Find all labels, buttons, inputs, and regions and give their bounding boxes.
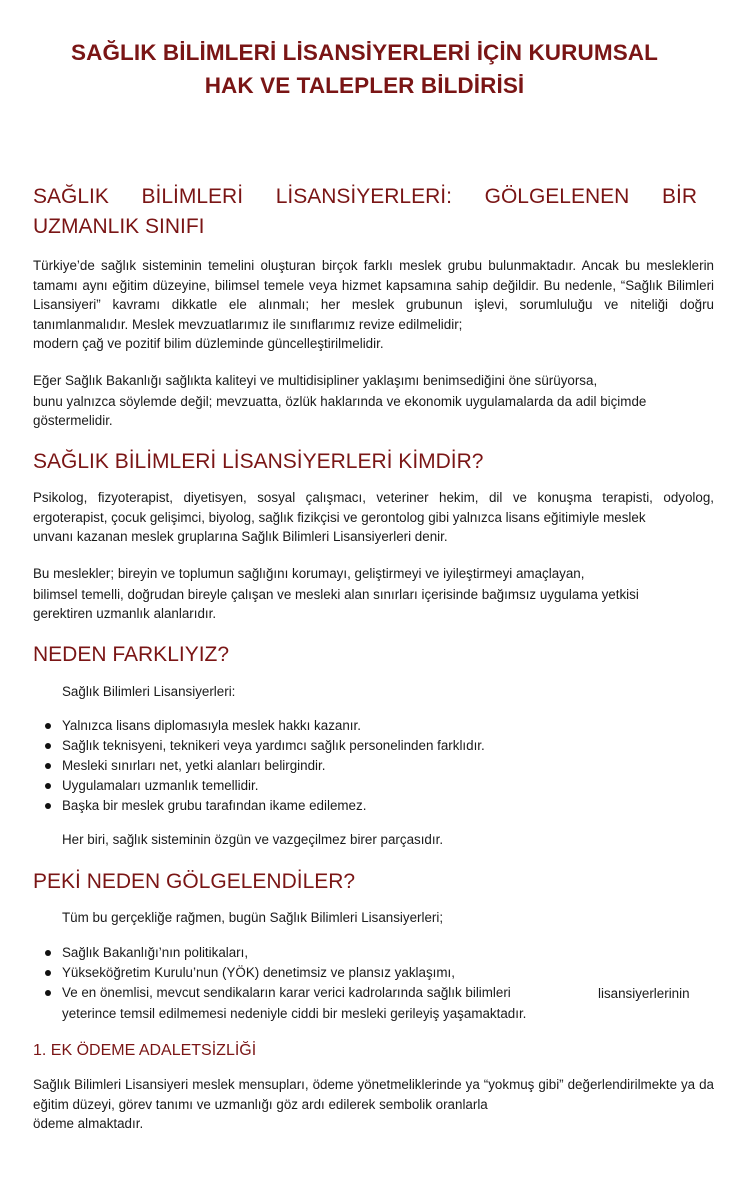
list-item: Başka bir meslek grubu tarafından ikame edilemez. — [33, 796, 485, 816]
paragraph-professions-list — [33, 488, 714, 547]
list-item: Mesleki sınırları net, yetki alanları belirgindir. — [33, 756, 485, 776]
paragraph-ministry-claim — [33, 371, 714, 431]
paragraph-line: Bu meslekler; bireyin ve toplumun sağlığını korumayı, geliştirmeyi ve iyileştirmeyi amaçlayan, — [33, 566, 585, 581]
section-heading-why-different: NEDEN FARKLIYIZ? — [33, 643, 230, 666]
page-title-line-1: SAĞLIK BİLİMLERİ LİSANSİYERLERİ İÇİN KURUMSAL — [70, 40, 658, 65]
paragraph-health-system-intro — [33, 256, 714, 354]
list-item: Sağlık teknisyeni, teknikeri veya yardımcı sağlık personelinden farklıdır. — [33, 736, 485, 756]
floating-word: lisansiyerlerinin — [598, 986, 690, 1001]
list-item: Ve en önemlisi, mevcut sendikaların karar verici kadrolarında sağlık bilimleri — [33, 983, 526, 1003]
list-item: Sağlık Bakanlığı’nın politikaları, — [33, 943, 526, 963]
paragraph-line: gerektiren uzmanlık alanlarıdır. — [33, 606, 217, 621]
section-heading-shadowed-specialty — [33, 182, 697, 242]
section-heading-line-2: UZMANLIK SINIFI — [33, 215, 205, 238]
section-heading-extra-payment: 1. EK ÖDEME ADALETSİZLİĞİ — [33, 1042, 257, 1059]
section-heading-line-1: SAĞLIK BİLİMLERİ LİSANSİYERLERİ: GÖLGELENEN BİR — [33, 185, 697, 208]
paragraph-body: Sağlık Bilimleri Lisansiyeri meslek mensupları, ödeme yönetmeliklerinde ya “yokmuş gibi” değerlendirilmekte ya da eğitim düzeyi, görev tanımı ve uzmanlığı göz ardı edilerek sembolik oranlarla — [33, 1077, 714, 1112]
paragraph-last-line: modern çağ ve pozitif bilim düzleminde güncelleştirilmelidir. — [33, 336, 384, 351]
bullet-list-reasons — [33, 943, 526, 1024]
section-heading-who-are-they: SAĞLIK BİLİMLERİ LİSANSİYERLERİ KİMDİR? — [33, 450, 484, 473]
paragraph-last-line: unvanı kazanan meslek gruplarına Sağlık Bilimleri Lisansiyerleri denir. — [33, 529, 448, 544]
paragraph-body: Türkiye’de sağlık sisteminin temelini oluşturan birçok farklı meslek grubu bulunmaktadır. Ancak bu mesleklerin tamamı aynı eğitim düzeyine, bilimsel temele veya hizmet kapsamına sahip değildir. Bu nedenle, “Sağlık Bilimleri Lisansiyeri” kavramı dikkatle ele alınmalı; her meslek grubunun işlevi, sorumluluğu ve niteliği doğru tanımlanmalıdır. Meslek mevzuatlarımız ile sınıflarımız revize edilmelidir; — [33, 258, 714, 332]
page-title-line-2: HAK VE TALEPLER BİLDİRİSİ — [204, 73, 525, 98]
paragraph-line: Eğer Sağlık Bakanlığı sağlıkta kaliteyi ve multidisipliner yaklaşımı benimsediğini öne sürüyorsa, — [33, 373, 598, 388]
paragraph-extra-payment — [33, 1075, 714, 1134]
page-title — [20, 36, 709, 102]
list-item-continuation — [33, 1004, 526, 1024]
paragraph-line: bunu yalnızca söylemde değil; mevzuatta, özlük haklarında ve ekonomik uygulamalarda da adil biçimde — [33, 393, 647, 409]
bullet-list-differences — [33, 716, 485, 816]
paragraph-body: Psikolog, fizyoterapist, diyetisyen, sosyal çalışmacı, veteriner hekim, dil ve konuşma terapisti, odyolog, ergoterapist, çocuk gelişimci, biyolog, sağlık fizikçisi ve gerontolog gibi yalnızca lisans eğitimiyle meslek — [33, 490, 714, 525]
paragraph-professions-definition — [33, 564, 714, 624]
list-item: Yükseköğretim Kurulu’nun (YÖK) denetimsiz ve plansız yaklaşımı, — [33, 963, 526, 983]
list-item: Yalnızca lisans diplomasıyla meslek hakkı kazanır. — [33, 716, 485, 736]
paragraph-last-line: ödeme almaktadır. — [33, 1116, 144, 1131]
section-intro: Sağlık Bilimleri Lisansiyerleri: — [62, 684, 236, 699]
paragraph-line: bilimsel temelli, doğrudan bireyle çalışan ve mesleki alan sınırları içerisinde bağımsız uygulama yetkisi — [33, 586, 639, 602]
list-item: Uygulamaları uzmanlık temellidir. — [33, 776, 485, 796]
list-item-continuation-text: yeterince temsil edilmemesi nedeniyle ciddi bir mesleki gerileyiş yaşamaktadır. — [62, 1006, 527, 1021]
section-outro: Her biri, sağlık sisteminin özgün ve vazgeçilmez birer parçasıdır. — [62, 832, 444, 847]
section-intro: Tüm bu gerçekliğe rağmen, bugün Sağlık Bilimleri Lisansiyerleri; — [62, 910, 444, 925]
paragraph-line: göstermelidir. — [33, 413, 113, 428]
section-heading-why-shadowed: PEKİ NEDEN GÖLGELENDİLER? — [33, 870, 356, 893]
